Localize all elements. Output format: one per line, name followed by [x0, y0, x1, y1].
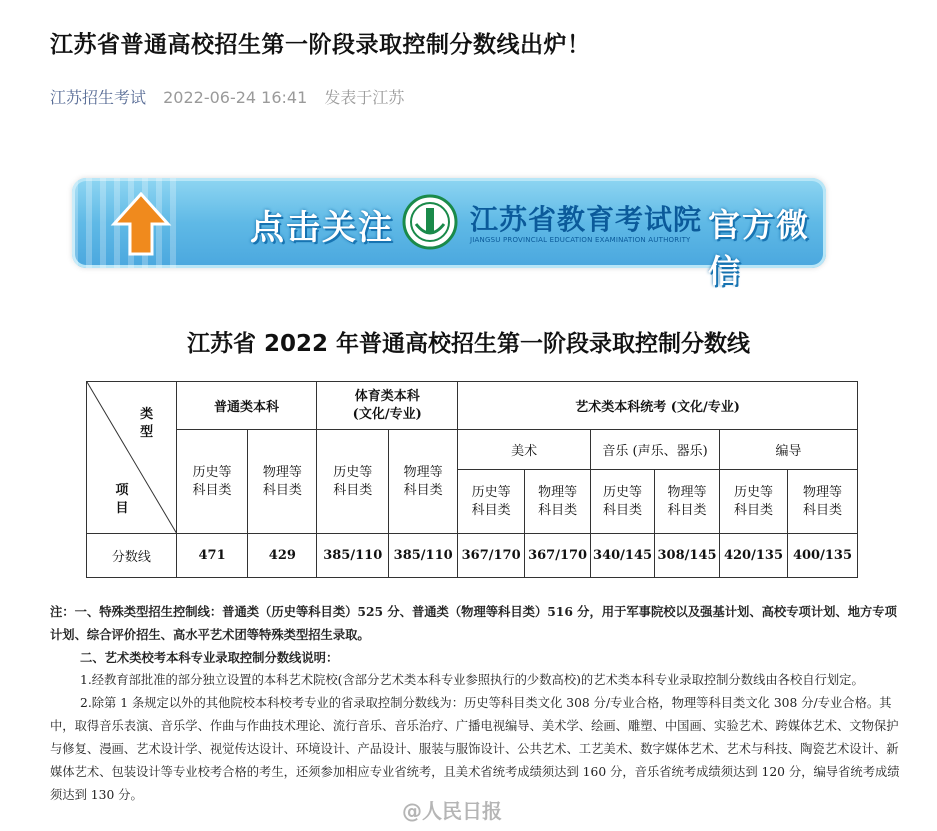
- sub-label: 科目类: [333, 482, 373, 498]
- group-sports-line1: 体育类本科: [354, 388, 420, 404]
- table-cell: 340/145: [591, 534, 655, 578]
- table-cell: 471: [176, 534, 248, 578]
- sub-label: 科目类: [471, 502, 511, 518]
- subgroup-music: 音乐 (声乐、器乐): [591, 430, 720, 470]
- col-music-hist: [591, 470, 655, 534]
- subgroup-directing: 编导: [720, 430, 858, 470]
- publish-location: 发表于江苏: [324, 88, 405, 107]
- table-cell: 400/135: [787, 534, 857, 578]
- sub-label: 科目类: [667, 502, 707, 518]
- banner-follow-text: 点击关注: [250, 208, 394, 248]
- table-cell: 308/145: [655, 534, 720, 578]
- follow-banner[interactable]: [72, 178, 826, 290]
- sub-label: 物理等: [538, 484, 578, 500]
- group-art: 艺术类本科统考 (文化/专业): [458, 382, 858, 430]
- table-title: 江苏省 2022 年普通高校招生第一阶段录取控制分数线: [186, 331, 751, 357]
- notes-section: [50, 600, 900, 807]
- article-title: 江苏省普通高校招生第一阶段录取控制分数线出炉！: [50, 32, 591, 58]
- corner-item-label: 项目: [115, 483, 129, 516]
- group-sports-line2: (文化/专业): [352, 406, 422, 422]
- banner-official-wechat: 官方微信: [708, 206, 811, 290]
- col-sports-phys: [389, 430, 458, 534]
- up-arrow-icon: [112, 192, 170, 256]
- table-corner-header: [87, 382, 177, 534]
- sub-label: 科目类: [733, 502, 773, 518]
- sub-label: 科目类: [603, 502, 643, 518]
- group-sports: [317, 382, 458, 430]
- col-general-hist: [176, 430, 248, 534]
- sub-label: 历史等: [603, 484, 643, 500]
- row-label-score: 分数线: [87, 534, 177, 578]
- col-directing-phys: [787, 470, 857, 534]
- account-name-link[interactable]: 江苏招生考试: [50, 88, 147, 107]
- col-music-phys: [655, 470, 720, 534]
- subgroup-fine-art: 美术: [458, 430, 591, 470]
- table-cell: 429: [248, 534, 317, 578]
- sub-label: 历史等: [733, 484, 773, 500]
- sub-label: 物理等: [262, 464, 302, 480]
- col-general-phys: [248, 430, 317, 534]
- note-special-lines: 注：一、特殊类型招生控制线：普通类（历史等科目类）525 分、普通类（物理等科目类）516 分，用于军事院校以及强基计划、高校专项计划、地方专项计划、综合评价招生、高水平艺术团等特殊类型招生录取。: [50, 604, 897, 642]
- sub-label: 科目类: [403, 482, 443, 498]
- table-cell: 385/110: [389, 534, 458, 578]
- col-art-hist: [458, 470, 525, 534]
- sub-label: 历史等: [192, 464, 232, 480]
- watermark: @人民日报: [402, 799, 502, 823]
- corner-diagonal: [87, 382, 177, 534]
- banner-org-name: 江苏省教育考试院: [470, 203, 703, 236]
- table-cell: 367/170: [458, 534, 525, 578]
- group-general: 普通类本科: [176, 382, 317, 430]
- sub-label: 物理等: [667, 484, 707, 500]
- col-directing-hist: [720, 470, 788, 534]
- sub-label: 科目类: [262, 482, 302, 498]
- sub-label: 物理等: [403, 464, 443, 480]
- sub-label: 科目类: [802, 502, 842, 518]
- note-art-item-2: 2.除第 1 条规定以外的其他院校本科校考专业的省录取控制分数线为：历史等科目类文化 308 分/专业合格，物理等科目类文化 308 分/专业合格。其中，取得音乐表演、音乐学、作曲与作曲技术理论、流行音乐、音乐治疗、广播电视编导、美术学、绘画、雕塑、中国画、实验艺术、跨媒体艺术、文物保护与修复、漫画、艺术设计学、视觉传达设计、环境设计、产品设计、服装与服饰设计、公共艺术、工艺美术、数字媒体艺术、艺术与科技、陶瓷艺术设计、新媒体艺术、包装设计等专业校考合格的考生，还须参加相应专业省统考，且美术省统考成绩须达到 160 分，音乐省统考成绩须达到 120 分，编导省统考成绩须达到 130 分。: [50, 696, 900, 802]
- col-art-phys: [525, 470, 591, 534]
- col-sports-hist: [317, 430, 389, 534]
- sub-label: 历史等: [333, 464, 373, 480]
- publish-date: 2022-06-24 16:41: [163, 88, 308, 107]
- sub-label: 科目类: [538, 502, 578, 518]
- table-cell: 367/170: [525, 534, 591, 578]
- sub-label: 历史等: [471, 484, 511, 500]
- table-cell: 385/110: [317, 534, 389, 578]
- banner-org-english: JIANGSU PROVINCIAL EDUCATION EXAMINATION AUTHORITY: [470, 236, 691, 244]
- exam-authority-logo-icon: [402, 190, 458, 254]
- sub-label: 科目类: [192, 482, 232, 498]
- note-art-heading: 二、艺术类校考本科专业录取控制分数线说明：: [80, 650, 339, 665]
- article-meta: [50, 85, 404, 108]
- table-cell: 420/135: [720, 534, 788, 578]
- score-table: [86, 381, 858, 578]
- sub-label: 物理等: [802, 484, 842, 500]
- note-art-item-1: 1.经教育部批准的部分独立设置的本科艺术院校(含部分艺术类本科专业参照执行的少数高校)的艺术类本科专业录取控制分数线由各校自行划定。: [80, 673, 864, 687]
- corner-type-label: 类型: [140, 407, 154, 440]
